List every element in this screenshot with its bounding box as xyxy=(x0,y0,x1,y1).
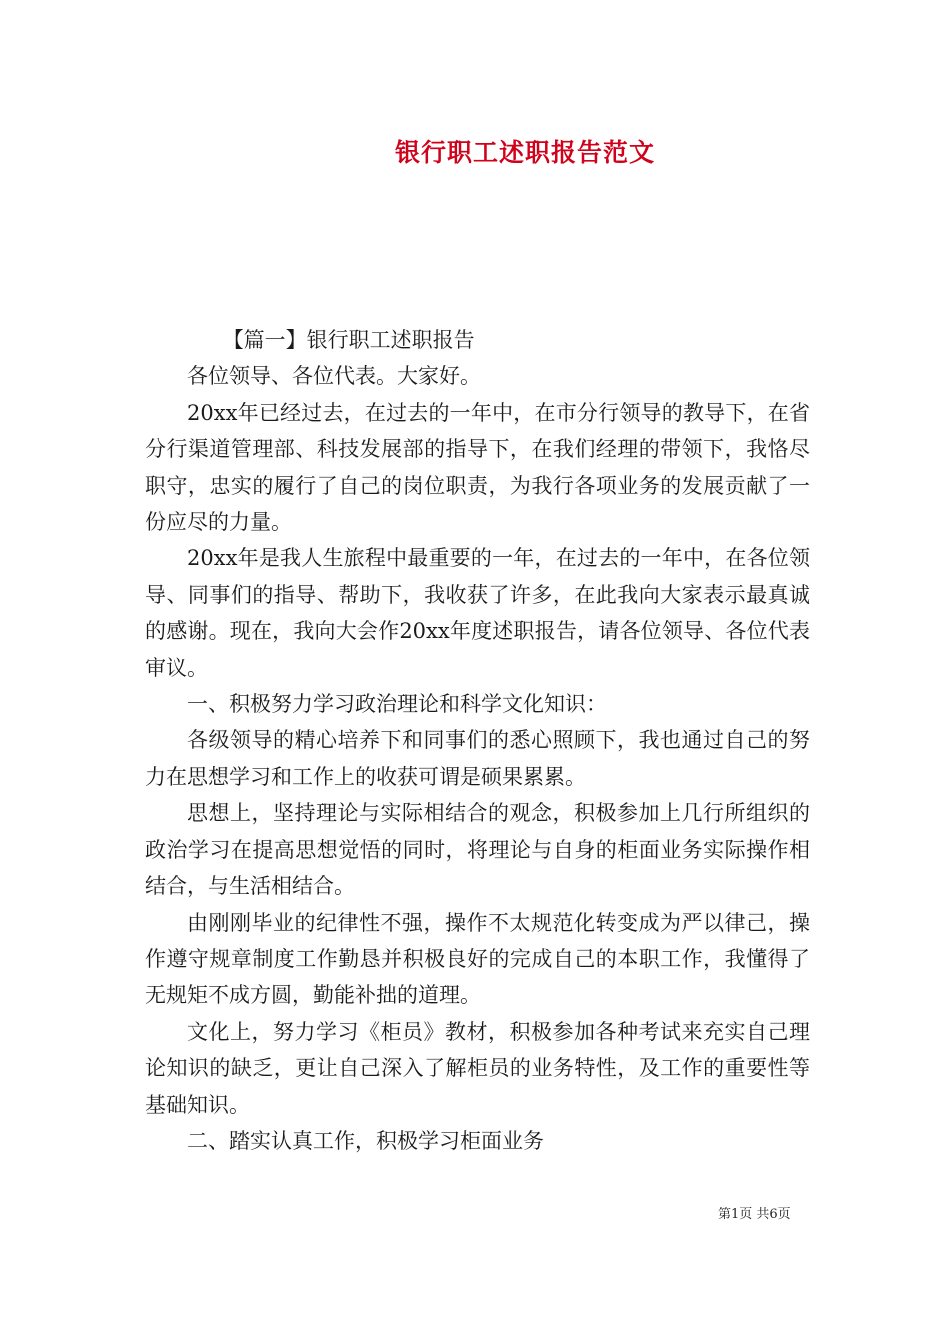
subsection-heading-2: 二、踏实认真工作，积极学习柜面业务 xyxy=(187,1128,544,1153)
paragraph: 各级领导的精心培养下和同事们的悉心照顾下，我也通过自己的努力在思想学习和工作上的收获可谓是硕果累累。 xyxy=(145,728,810,789)
section-heading: 【篇一】银行职工述职报告 xyxy=(222,328,475,352)
paragraph: 由刚刚毕业的纪律性不强，操作不太规范化转变成为严以律己，操作遵守规章制度工作勤恳并积极良好的完成自己的本职工作，我懂得了无规矩不成方圆，勤能补拙的道理。 xyxy=(145,910,810,1008)
paragraph: 20xx年是我人生旅程中最重要的一年，在过去的一年中，在各位领导、同事们的指导、帮助下，我收获了许多，在此我向大家表示最真诚的感谢。现在，我向大会作20xx年度述职报告，请各位领导、各位代表审议。 xyxy=(145,546,810,680)
subsection-heading-1: 一、积极努力学习政治理论和科学文化知识： xyxy=(187,692,607,717)
page-number-footer: 第1页 共6页 xyxy=(718,1207,791,1222)
paragraph: 文化上，努力学习《柜员》教材，积极参加各种考试来充实自己理论知识的缺乏，更让自己深入了解柜员的业务特性，及工作的重要性等基础知识。 xyxy=(145,1019,810,1117)
paragraph: 思想上，坚持理论与实际相结合的观念，积极参加上几行所组织的政治学习在提高思想觉悟的同时，将理论与自身的柜面业务实际操作相结合，与生活相结合。 xyxy=(145,801,810,899)
document-body xyxy=(145,322,810,1159)
paragraph: 20xx年已经过去，在过去的一年中，在市分行领导的教导下，在省分行渠道管理部、科技发展部的指导下，在我们经理的带领下，我恪尽职守，忠实的履行了自己的岗位职责，为我行各项业务的发展贡献了一份应尽的力量。 xyxy=(145,400,810,535)
paragraph-greeting: 各位领导、各位代表。大家好。 xyxy=(187,364,481,389)
document-title: 银行职工述职报告范文 xyxy=(394,138,655,167)
